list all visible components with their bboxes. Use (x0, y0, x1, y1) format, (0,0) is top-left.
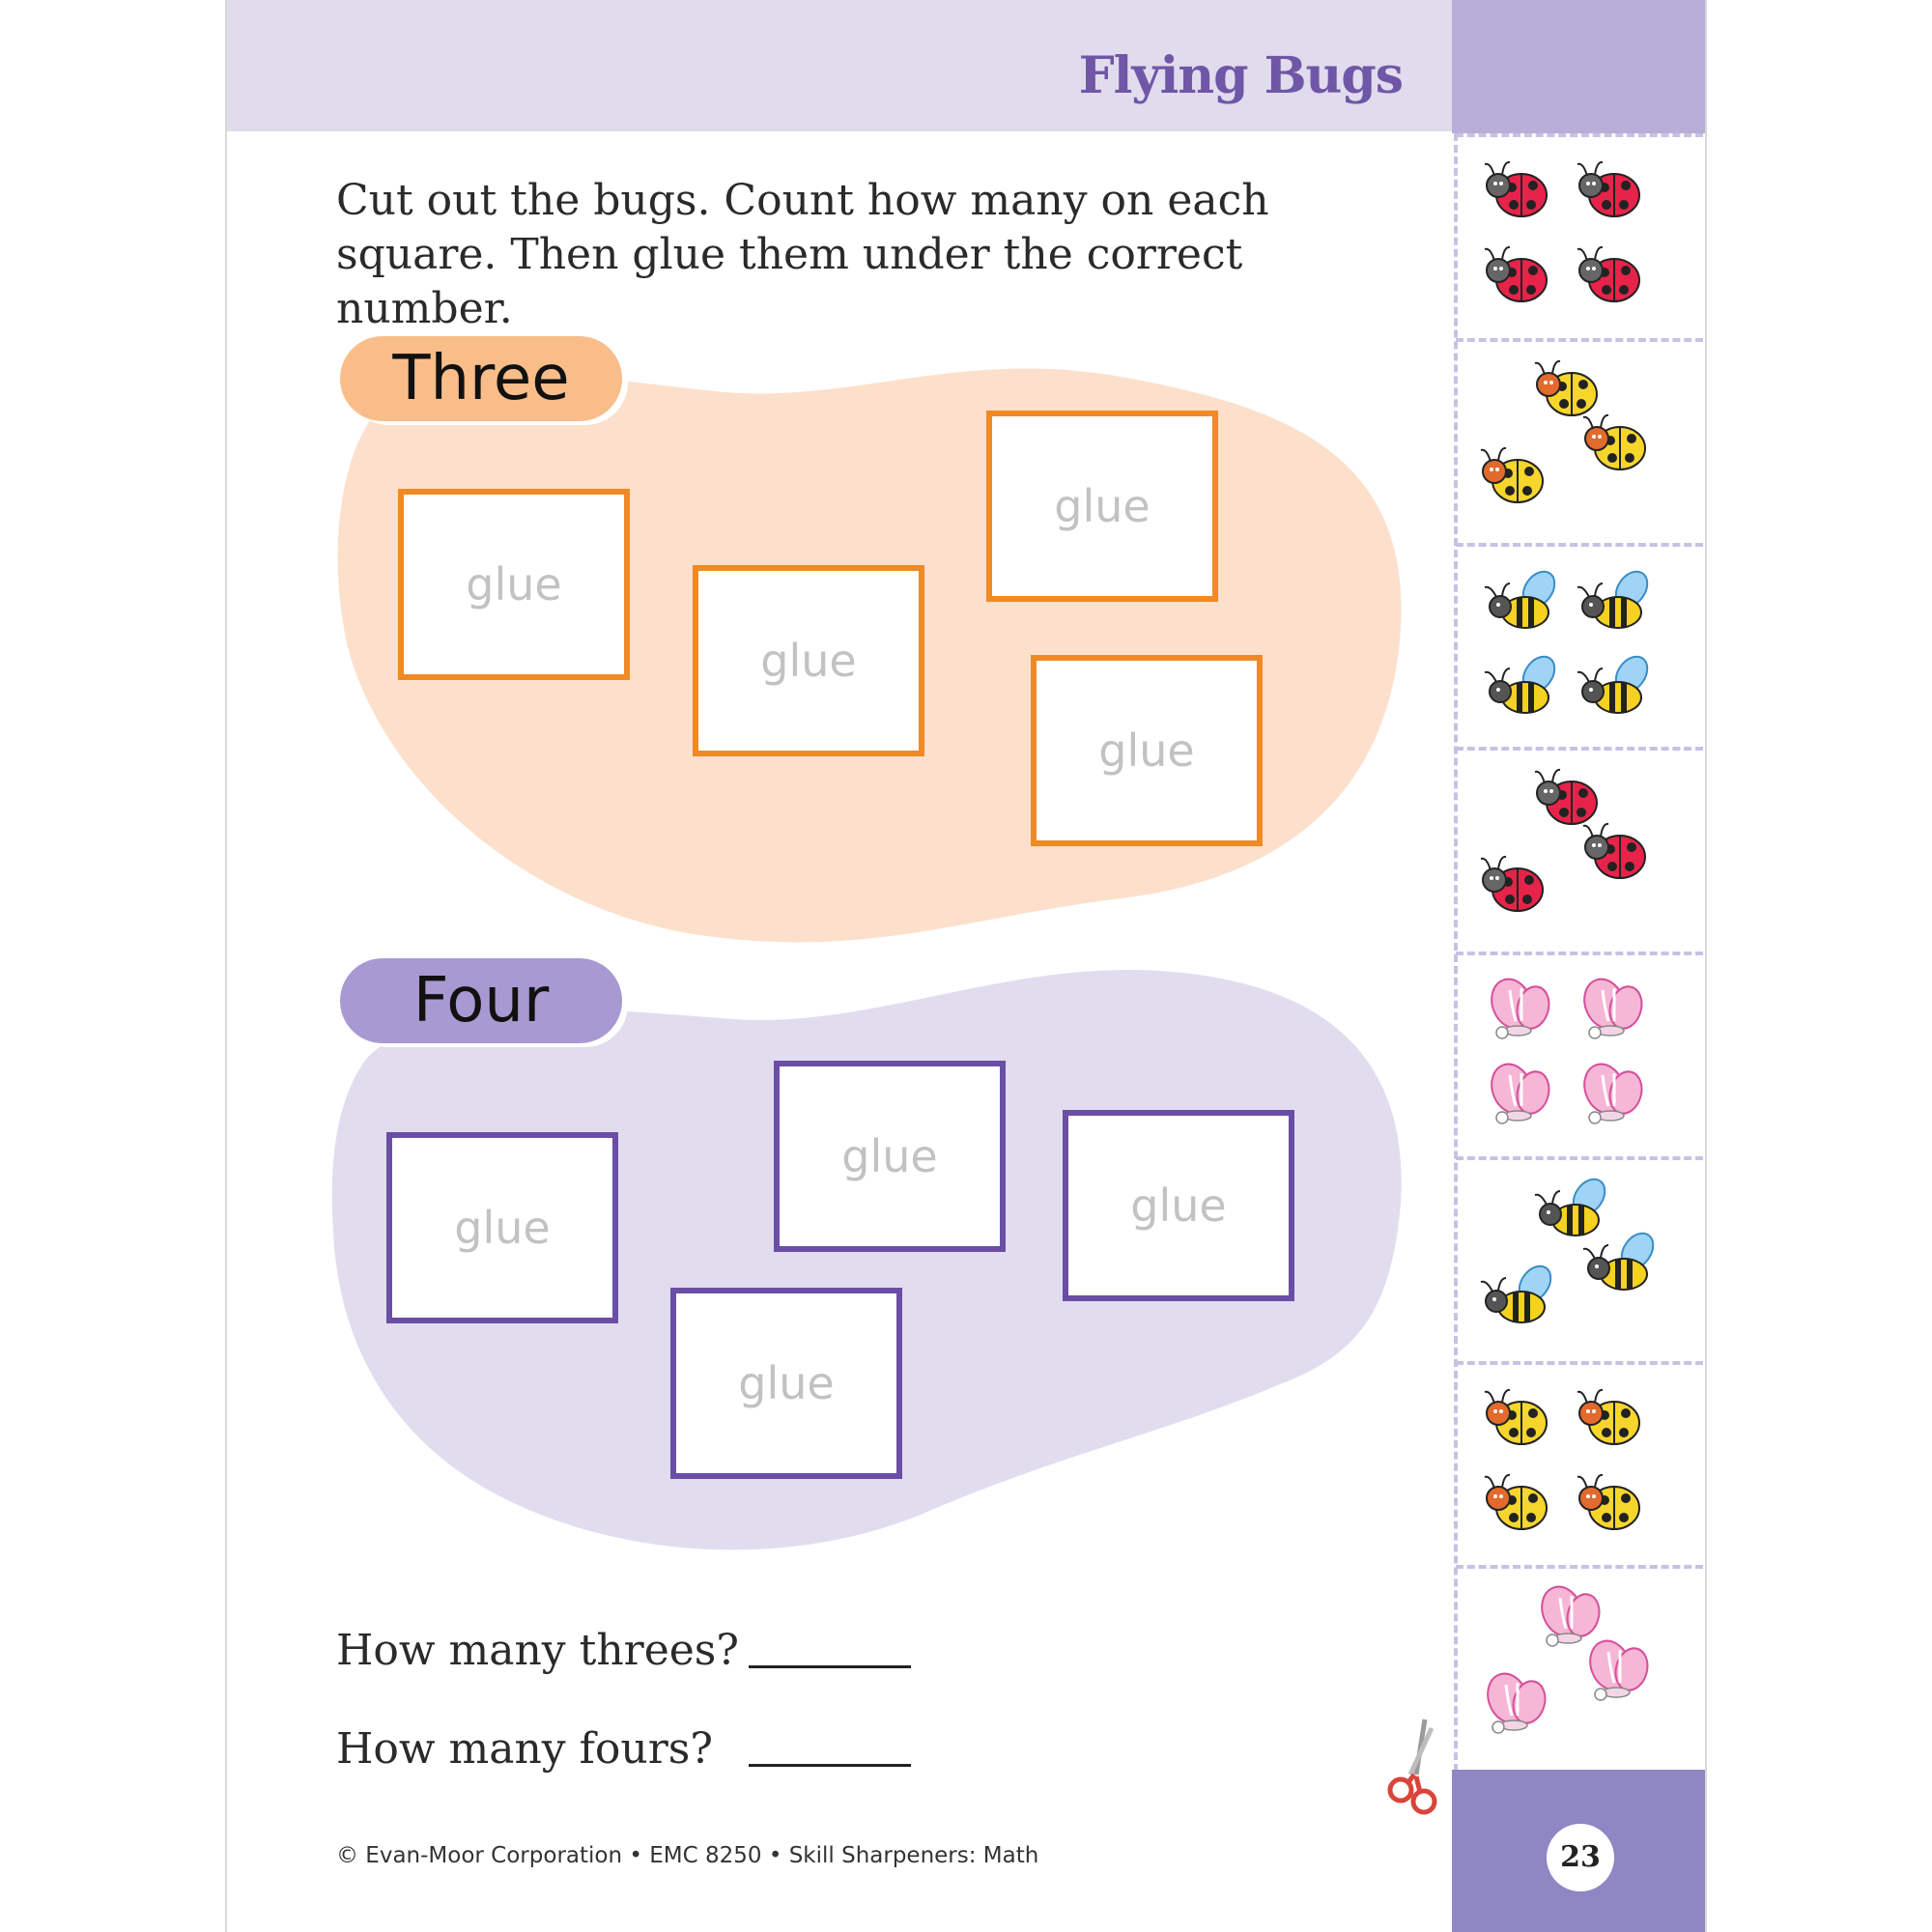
glue-box[interactable] (1063, 1110, 1294, 1301)
glue-box[interactable] (1031, 655, 1263, 846)
butterfly-pink-icon (1576, 1060, 1653, 1137)
three-label-pill (340, 336, 622, 421)
glue-text: glue (1130, 1179, 1227, 1232)
cutout-panel[interactable] (1456, 1156, 1703, 1361)
glue-text: glue (760, 635, 857, 687)
glue-text: glue (454, 1202, 551, 1254)
bee-icon (1483, 566, 1560, 643)
bee-icon (1576, 566, 1653, 643)
bee-icon (1479, 1261, 1556, 1338)
glue-text: glue (466, 558, 562, 611)
cutout-panel[interactable] (1456, 1565, 1703, 1770)
four-label-pill (340, 958, 622, 1043)
butterfly-pink-icon (1483, 1060, 1560, 1137)
side-top-band (1452, 0, 1705, 133)
butterfly-pink-icon (1483, 975, 1560, 1052)
butterfly-pink-icon (1479, 1669, 1556, 1747)
answer-line-fours[interactable] (749, 1764, 911, 1767)
ladybug-yellow-icon (1483, 1469, 1560, 1547)
glue-text: glue (841, 1130, 938, 1182)
bee-icon (1576, 651, 1653, 728)
answer-line-threes[interactable] (749, 1665, 911, 1668)
scissors-icon (1381, 1715, 1449, 1821)
glue-text: glue (738, 1357, 835, 1409)
glue-box[interactable] (774, 1061, 1006, 1252)
page-title: Flying Bugs (1078, 46, 1403, 105)
cutout-panel[interactable] (1456, 952, 1703, 1156)
glue-box[interactable] (693, 565, 924, 756)
ladybug-red-icon (1576, 156, 1653, 234)
bee-icon (1581, 1228, 1659, 1305)
glue-box[interactable] (986, 411, 1218, 602)
glue-box[interactable] (386, 1132, 618, 1323)
question-fours: How many fours? (336, 1724, 713, 1774)
ladybug-yellow-icon (1479, 442, 1556, 520)
ladybug-yellow-icon (1483, 1384, 1560, 1462)
cutout-panel[interactable] (1456, 543, 1703, 748)
ladybug-red-icon (1581, 818, 1659, 895)
butterfly-pink-icon (1581, 1636, 1659, 1714)
instructions-text: Cut out the bugs. Count how many on each square. Then glue them under the correct number. (336, 176, 1269, 333)
glue-box[interactable] (670, 1288, 902, 1479)
cutout-strip (1452, 0, 1705, 1932)
cutout-panel[interactable] (1456, 338, 1703, 543)
ladybug-red-icon (1479, 851, 1556, 928)
cutout-panel[interactable] (1456, 133, 1703, 338)
bee-icon (1483, 651, 1560, 728)
ladybug-yellow-icon (1576, 1384, 1653, 1462)
page-number: 23 (1547, 1824, 1614, 1891)
ladybug-red-icon (1483, 242, 1560, 319)
butterfly-pink-icon (1576, 975, 1653, 1052)
question-threes: How many threes? (336, 1626, 739, 1675)
glue-text: glue (1054, 480, 1151, 532)
cutout-panel[interactable] (1456, 1361, 1703, 1566)
ladybug-red-icon (1576, 242, 1653, 319)
ladybug-yellow-icon (1581, 410, 1659, 487)
footer-credit: © Evan-Moor Corporation • EMC 8250 • Skill Sharpeners: Math (336, 1843, 1039, 1868)
glue-text: glue (1098, 724, 1195, 777)
ladybug-yellow-icon (1576, 1469, 1653, 1547)
three-label: Three (392, 343, 570, 414)
four-label: Four (412, 965, 550, 1037)
cutout-panel[interactable] (1456, 747, 1703, 952)
ladybug-red-icon (1483, 156, 1560, 234)
glue-box[interactable] (398, 489, 630, 680)
